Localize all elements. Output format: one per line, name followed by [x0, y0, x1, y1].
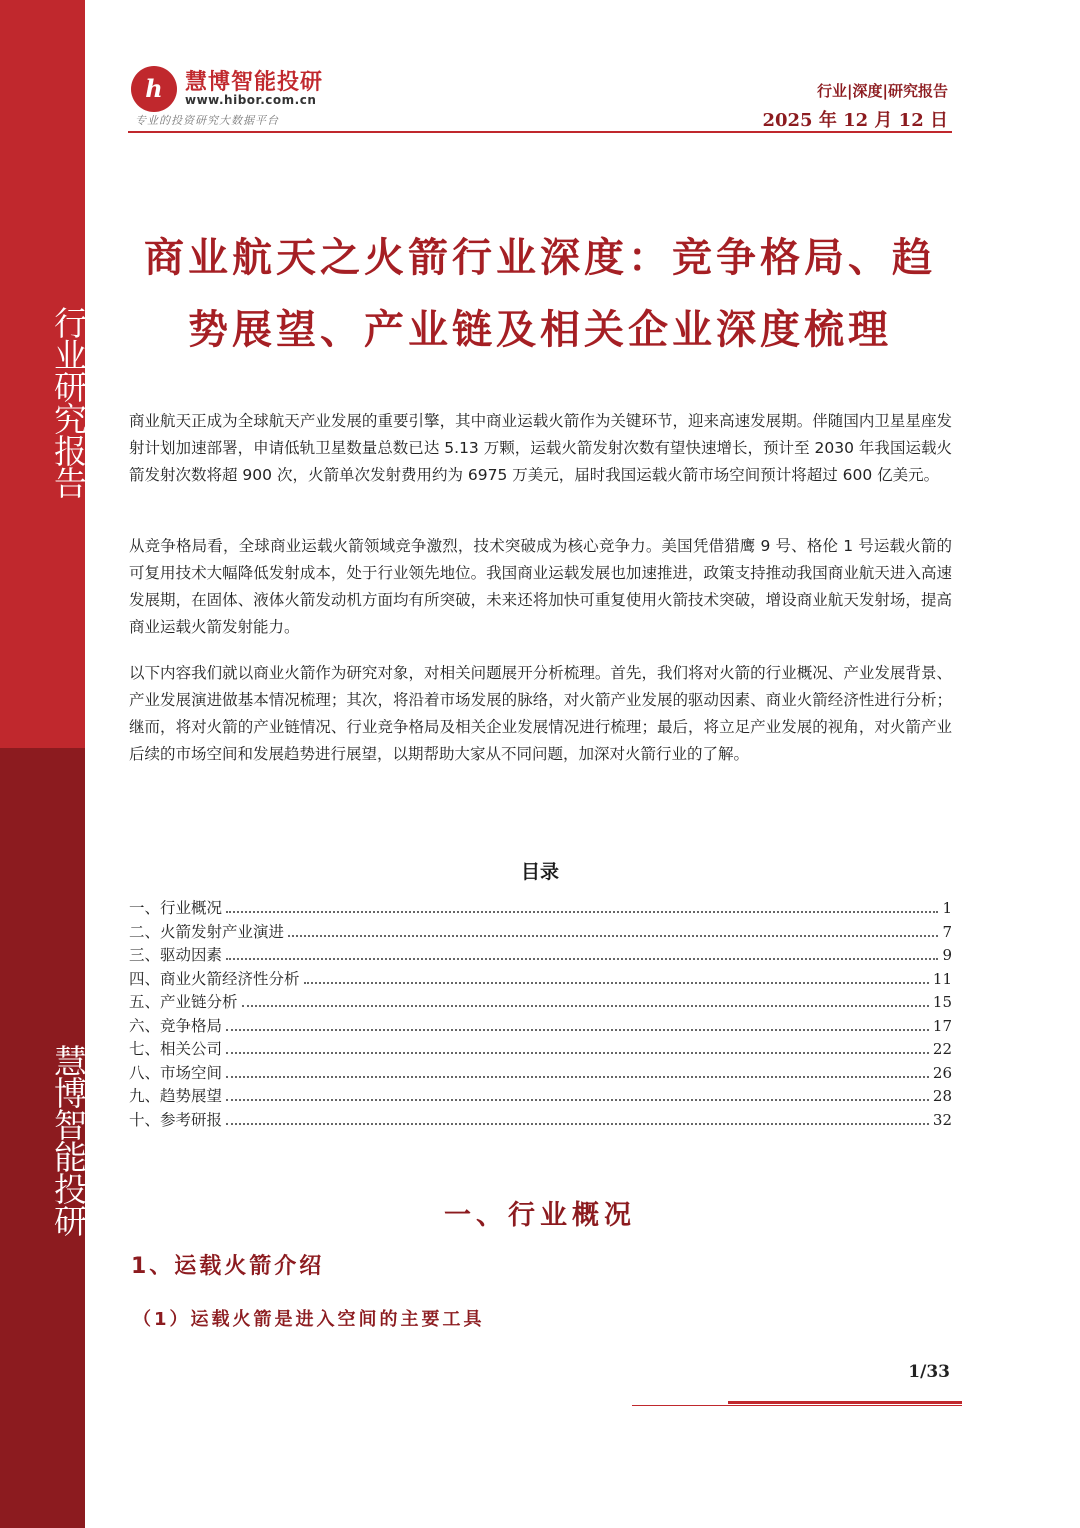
toc-item-page: 32 — [932, 1110, 952, 1129]
footer-rule-thick — [728, 1401, 962, 1404]
toc-item-label: 一、行业概况 — [129, 899, 223, 917]
toc-leader — [226, 957, 938, 960]
toc-leader — [226, 1028, 929, 1031]
toc-leader — [288, 934, 938, 937]
logo-tagline: 专业的投资研究大数据平台 — [135, 114, 279, 127]
toc-item[interactable] — [129, 1108, 952, 1132]
toc-item[interactable] — [129, 1037, 952, 1061]
logo-mark-icon: h — [131, 66, 177, 112]
sidebar-top-label: 行业研究报告 — [49, 306, 88, 498]
toc-leader — [226, 1051, 929, 1054]
toc-leader — [226, 1075, 929, 1078]
toc-item-page: 11 — [932, 969, 952, 988]
toc-item[interactable] — [129, 1061, 952, 1085]
intro-paragraph-1: 商业航天正成为全球航天产业发展的重要引擎，其中商业运载火箭作为关键环节，迎来高速发展期。伴随国内卫星星座发射计划加速部署，申请低轨卫星数量总数已达 5.13 万颗，运载火箭发射次数有望快速增长，预计至 2030 年我国运载火箭发射次数将超 900 次，火箭单次发射费用约为 6975 万美元，届时我国运载火箭市场空间预计将超过 600 亿美元。 — [129, 412, 952, 484]
report-title: 商业航天之火箭行业深度：竞争格局、趋势展望、产业链及相关企业深度梳理 — [144, 235, 936, 353]
toc-item-label: 四、商业火箭经济性分析 — [129, 969, 300, 988]
toc-item-page: 28 — [932, 1087, 952, 1105]
toc-item-label: 五、产业链分析 — [129, 993, 238, 1011]
toc-leader — [242, 1004, 929, 1007]
toc-item[interactable] — [129, 1014, 952, 1038]
toc-item-page: 9 — [942, 946, 952, 964]
logo-url: www.hibor.com.cn — [185, 93, 317, 107]
toc-item-page: 1 — [942, 899, 952, 917]
intro-paragraph-3: 以下内容我们就以商业火箭作为研究对象，对相关问题展开分析梳理。首先，我们将对火箭的行业概况、产业发展背景、产业发展演进做基本情况梳理；其次，将沿着市场发展的脉络，对火箭产业发展的驱动因素、商业火箭经济性进行分析；继而，将对火箭的产业链情况、行业竞争格局及相关企业发展情况进行梳理；最后，将立足产业发展的视角，对火箭产业后续的市场空间和发展趋势进行展望，以期帮助大家从不同问题，加深对火箭行业的了解。 — [129, 664, 952, 763]
toc-item-page: 22 — [932, 1040, 952, 1058]
toc-item-page: 17 — [932, 1016, 952, 1035]
toc-item-label: 六、竞争格局 — [129, 1016, 223, 1035]
toc-item-page: 15 — [932, 993, 952, 1011]
toc-leader — [304, 981, 929, 984]
toc-item-label: 二、火箭发射产业演进 — [129, 922, 285, 941]
toc-item-page: 7 — [942, 922, 952, 941]
toc-item[interactable] — [129, 943, 952, 967]
toc-item[interactable] — [129, 1084, 952, 1108]
sidebar-bottom-label: 慧博智能投研 — [49, 1044, 88, 1236]
toc-item-label: 九、趋势展望 — [129, 1087, 223, 1105]
toc-item[interactable] — [129, 990, 952, 1014]
toc-item-label: 八、市场空间 — [129, 1063, 223, 1082]
toc-item[interactable] — [129, 967, 952, 991]
toc-title: 目录 — [520, 861, 559, 883]
subsection-heading: 1、运载火箭介绍 — [131, 1254, 325, 1279]
subsubsection-heading: （1）运载火箭是进入空间的主要工具 — [133, 1309, 485, 1330]
toc-item[interactable] — [129, 920, 952, 944]
report-date: 2025 年 12 月 12 日 — [762, 110, 948, 131]
toc-item-label: 七、相关公司 — [129, 1040, 223, 1058]
sidebar-top-band — [0, 0, 88, 748]
brand-logo[interactable] — [131, 64, 341, 130]
toc-leader — [226, 1122, 929, 1125]
page-number: 1/33 — [908, 1362, 950, 1382]
toc-item-page: 26 — [932, 1063, 952, 1082]
table-of-contents — [129, 896, 952, 1131]
toc-leader — [226, 910, 938, 913]
toc-item-label: 三、驱动因素 — [129, 946, 223, 964]
logo-name: 慧博智能投研 — [185, 70, 324, 95]
section-heading: 一、行业概况 — [444, 1200, 636, 1231]
toc-item-label: 十、参考研报 — [129, 1110, 223, 1129]
toc-leader — [226, 1098, 929, 1101]
footer-rule-thin — [632, 1405, 962, 1406]
header-divider — [128, 131, 952, 133]
toc-item[interactable] — [129, 896, 952, 920]
intro-paragraph-2: 从竞争格局看，全球商业运载火箭领域竞争激烈，技术突破成为核心竞争力。美国凭借猎鹰 9 号、格伦 1 号运载火箭的可复用技术大幅降低发射成本，处于行业领先地位。我国商业运载发展也加速推进，政策支持推动我国商业航天进入高速发展期，在固体、液体火箭发动机方面均有所突破，未来还将加快可重复使用火箭技术突破，增设商业航天发射场，提高商业运载火箭发射能力。 — [129, 537, 952, 636]
report-type: 行业|深度|研究报告 — [817, 82, 948, 100]
